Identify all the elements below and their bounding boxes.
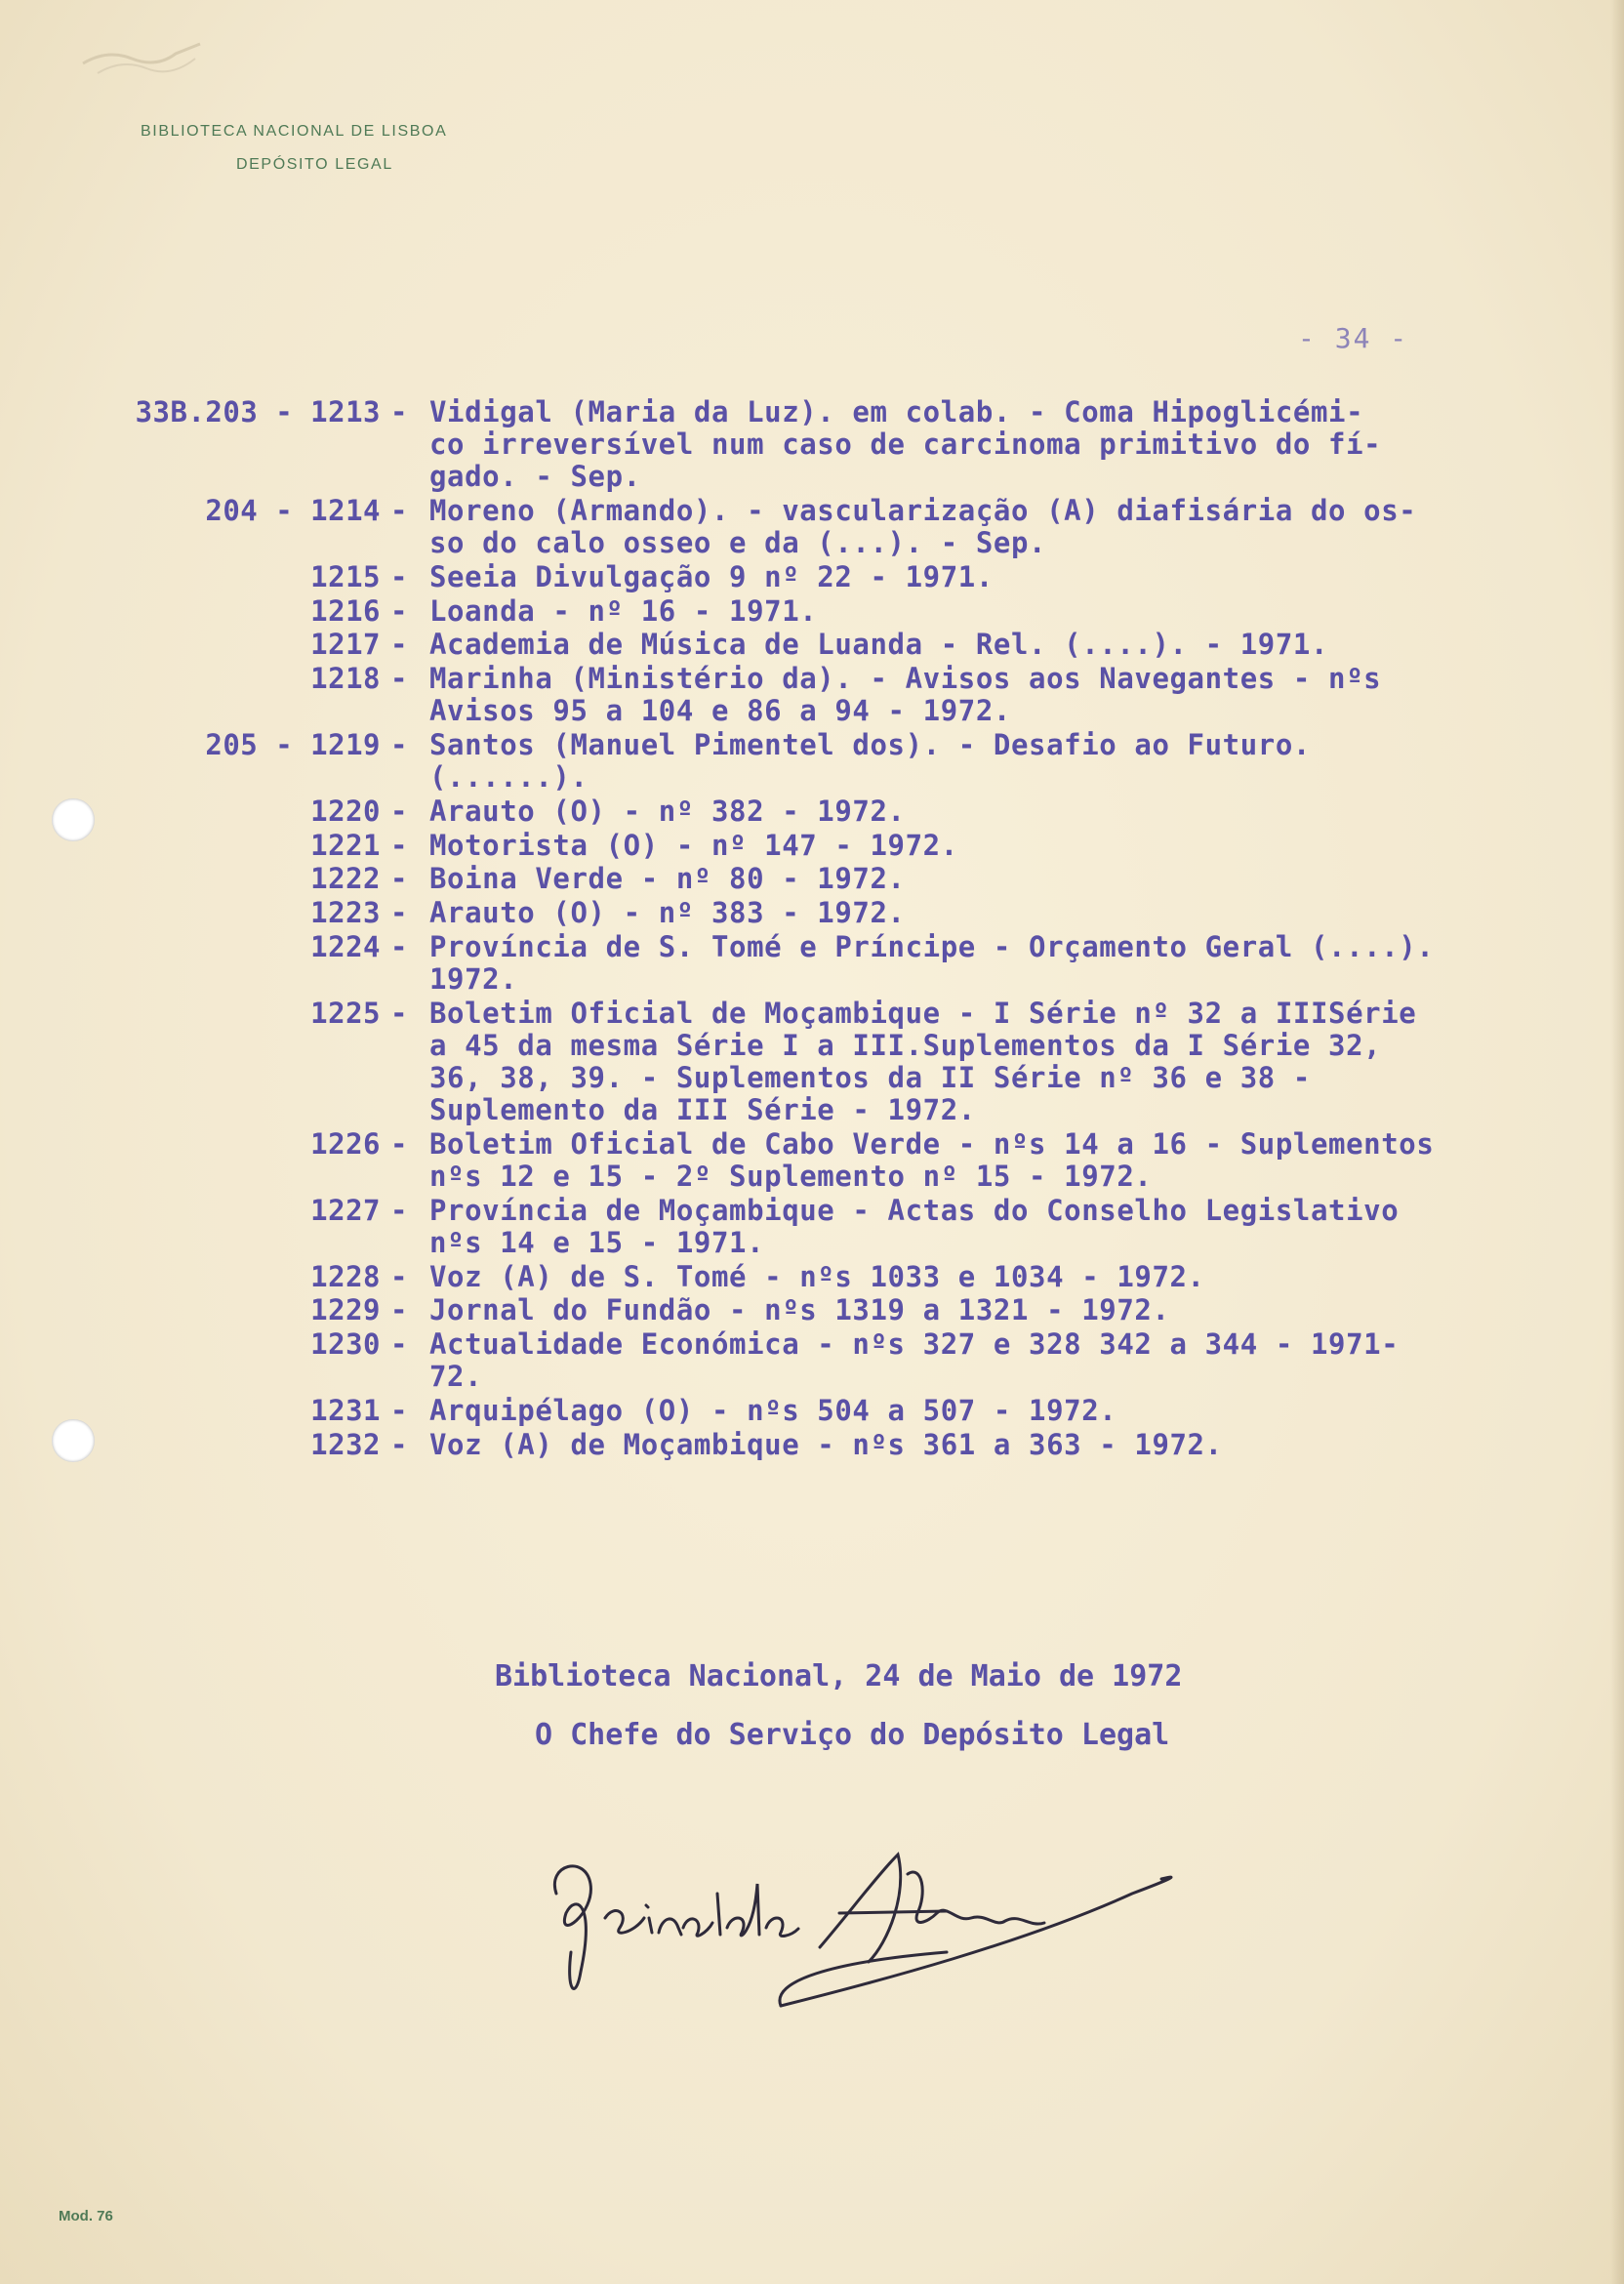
entry-text-line: (......). bbox=[429, 760, 589, 795]
entry-reference-number: 1215 bbox=[310, 560, 381, 593]
entry-text-line: Vidigal (Maria da Luz). em colab. - Coma Hipoglicémi- bbox=[429, 395, 1364, 428]
entry-reference-number: 1224 bbox=[310, 929, 381, 963]
entry-reference-number: 1231 bbox=[310, 1394, 381, 1427]
entry-reference-number: 1218 bbox=[310, 662, 381, 696]
entry-text-line: Actualidade Económica - nºs 327 e 328 342 a 344 - 1971- bbox=[429, 1327, 1400, 1362]
entry-separator-dash: - bbox=[390, 1259, 408, 1293]
entry-separator-dash: - bbox=[390, 494, 408, 528]
footer-place-date: Biblioteca Nacional, 24 de Maio de 1972 bbox=[495, 1659, 1183, 1693]
entry-text-line: Motorista (O) - nº 147 - 1972. bbox=[429, 828, 958, 862]
entry-reference-number: 1216 bbox=[310, 593, 381, 628]
entry-reference-number: 1225 bbox=[310, 996, 381, 1030]
entry-text-line: Boletim Oficial de Moçambique - I Série nº 32 a IIISérie bbox=[429, 996, 1417, 1030]
entry-text-line: Arauto (O) - nº 383 - 1972. bbox=[429, 896, 906, 929]
entry-reference-number: 1217 bbox=[310, 628, 381, 662]
entry-text-line: 1972. bbox=[429, 961, 518, 996]
page-number: - 34 - bbox=[1298, 322, 1409, 354]
entry-text-line: Marinha (Ministério da). - Avisos aos Navegantes - nºs bbox=[429, 662, 1382, 696]
entry-text-line: Província de S. Tomé e Príncipe - Orçamento Geral (....). bbox=[429, 929, 1435, 963]
entry-text-line: so do calo osseo e da (...). - Sep. bbox=[429, 526, 1047, 560]
entry-separator-dash: - bbox=[390, 662, 408, 696]
entry-reference-number: 1223 bbox=[310, 896, 381, 929]
entry-reference-number: 1220 bbox=[310, 794, 381, 828]
entry-text-line: Suplemento da III Série - 1972. bbox=[429, 1093, 976, 1127]
form-code: Mod. 76 bbox=[59, 2208, 113, 2224]
entry-text-line: 36, 38, 39. - Suplementos da II Série nº 36 e 38 - bbox=[429, 1060, 1311, 1094]
entry-separator-dash: - bbox=[390, 896, 408, 929]
entry-text-line: Academia de Música de Luanda - Rel. (....). - 1971. bbox=[429, 628, 1329, 662]
entry-text-line: nºs 12 e 15 - 2º Suplemento nº 15 - 1972. bbox=[429, 1160, 1153, 1194]
page-edge-shadow bbox=[1610, 0, 1624, 2284]
entry-separator-dash: - bbox=[390, 828, 408, 862]
entry-text-line: co irreversível num caso de carcinoma primitivo do fí- bbox=[429, 428, 1382, 462]
entry-text-line: Santos (Manuel Pimentel dos). - Desafio ao Futuro. bbox=[429, 728, 1311, 761]
entry-separator-dash: - bbox=[390, 1327, 408, 1362]
entry-text-line: Arquipélago (O) - nºs 504 a 507 - 1972. bbox=[429, 1394, 1117, 1427]
entry-separator-dash: - bbox=[390, 395, 408, 428]
entry-separator-dash: - bbox=[390, 996, 408, 1030]
entry-separator-dash: - bbox=[390, 1293, 408, 1327]
entry-text-line: Loanda - nº 16 - 1971. bbox=[429, 593, 818, 628]
entry-text-line: Boina Verde - nº 80 - 1972. bbox=[429, 862, 906, 896]
entry-text-line: Arauto (O) - nº 382 - 1972. bbox=[429, 794, 906, 828]
entry-reference-number: 1230 bbox=[310, 1327, 381, 1362]
entry-reference-number: 1228 bbox=[310, 1259, 381, 1293]
entry-reference-number: 1229 bbox=[310, 1293, 381, 1327]
entry-separator-dash: - bbox=[390, 1394, 408, 1427]
entry-separator-dash: - bbox=[390, 1427, 408, 1461]
entry-reference-number: 1222 bbox=[310, 862, 381, 896]
entry-reference-number: 33B.203 - 1213 bbox=[135, 395, 381, 428]
entry-separator-dash: - bbox=[390, 862, 408, 896]
entry-reference-number: 1232 bbox=[310, 1427, 381, 1461]
punch-hole-lower bbox=[52, 1419, 95, 1462]
entry-separator-dash: - bbox=[390, 1193, 408, 1227]
entry-text-line: 72. bbox=[429, 1360, 483, 1394]
letterhead-institution: BIBLIOTECA NACIONAL DE LISBOA bbox=[141, 123, 448, 140]
footer-signatory-title: O Chefe do Serviço do Depósito Legal bbox=[535, 1718, 1170, 1752]
entry-separator-dash: - bbox=[390, 593, 408, 628]
entry-text-line: Voz (A) de S. Tomé - nºs 1033 e 1034 - 1972. bbox=[429, 1259, 1205, 1293]
entry-text-line: Avisos 95 a 104 e 86 a 94 - 1972. bbox=[429, 694, 1011, 728]
entry-separator-dash: - bbox=[390, 929, 408, 963]
entry-reference-number: 1226 bbox=[310, 1126, 381, 1161]
entry-text-line: Jornal do Fundão - nºs 1319 a 1321 - 1972. bbox=[429, 1293, 1170, 1327]
entry-reference-number: 1221 bbox=[310, 828, 381, 862]
entry-text-line: a 45 da mesma Série I a III.Suplementos da I Série 32, bbox=[429, 1028, 1382, 1062]
entry-text-line: Boletim Oficial de Cabo Verde - nºs 14 a 16 - Suplementos bbox=[429, 1126, 1435, 1161]
punch-hole-upper bbox=[52, 798, 95, 841]
entry-text-line: nºs 14 e 15 - 1971. bbox=[429, 1225, 765, 1259]
embossed-seal-mark bbox=[78, 29, 205, 88]
entry-text-line: Voz (A) de Moçambique - nºs 361 a 363 - 1972. bbox=[429, 1427, 1223, 1461]
entry-separator-dash: - bbox=[390, 628, 408, 662]
entry-separator-dash: - bbox=[390, 1126, 408, 1161]
letterhead-department: DEPÓSITO LEGAL bbox=[236, 156, 393, 173]
entry-reference-number: 205 - 1219 bbox=[205, 728, 381, 761]
entry-separator-dash: - bbox=[390, 728, 408, 761]
entry-separator-dash: - bbox=[390, 794, 408, 828]
entry-separator-dash: - bbox=[390, 560, 408, 593]
handwritten-signature bbox=[537, 1835, 1200, 2030]
entry-text-line: gado. - Sep. bbox=[429, 460, 641, 494]
entry-reference-number: 1227 bbox=[310, 1193, 381, 1227]
entry-reference-number: 204 - 1214 bbox=[205, 494, 381, 528]
entry-text-line: Moreno (Armando). - vascularização (A) diafisária do os- bbox=[429, 494, 1417, 528]
entry-text-line: Seeia Divulgação 9 nº 22 - 1971. bbox=[429, 560, 994, 593]
entry-text-line: Província de Moçambique - Actas do Conselho Legislativo bbox=[429, 1193, 1400, 1227]
